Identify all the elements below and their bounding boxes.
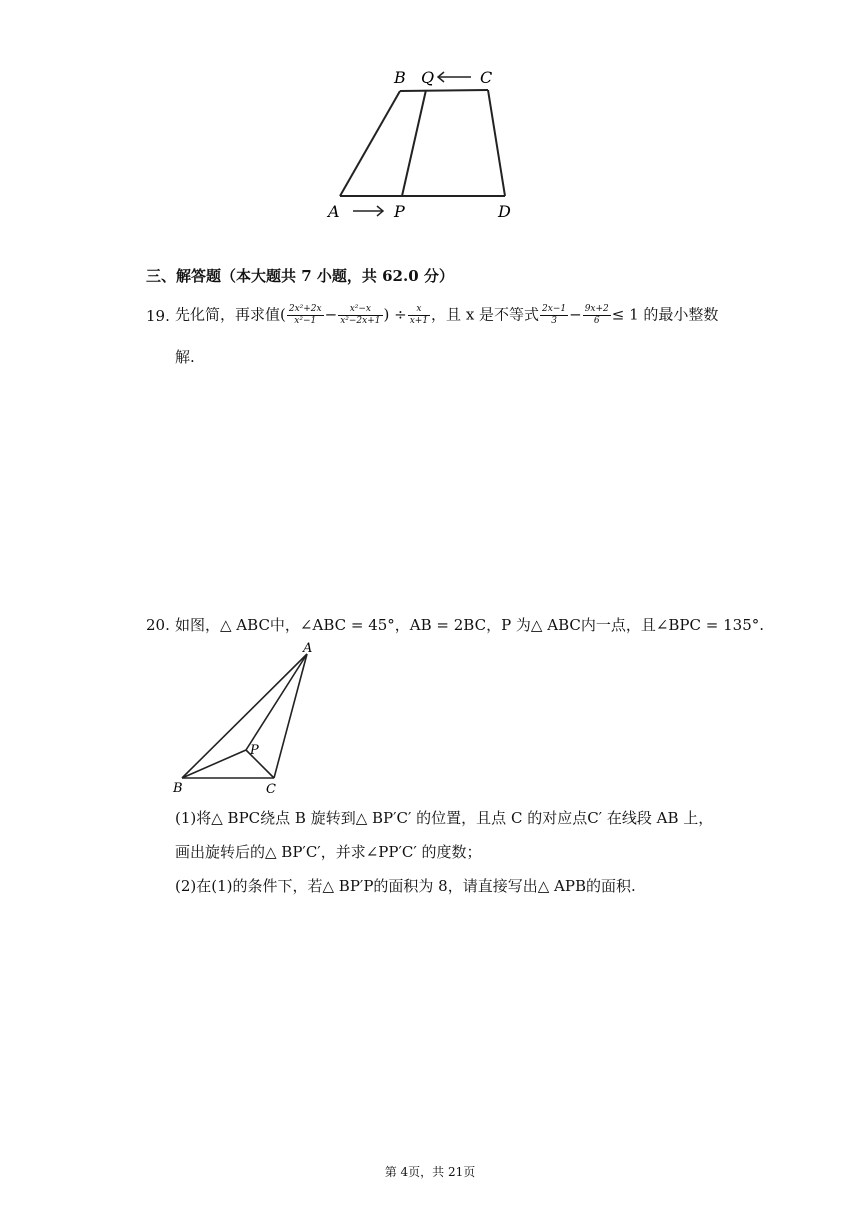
q19-fraction-4: $\frac{2x-1}{3}$ — [542, 304, 567, 326]
segment-PA — [246, 654, 307, 750]
label-C: C — [480, 68, 493, 87]
segment-AB — [182, 654, 307, 778]
segment-AC — [274, 654, 307, 778]
section-heading: 三、解答题（本大题共 7 小题，共 62.0 分） — [146, 267, 454, 285]
q19-text-a: 先化简，再求值( — [175, 305, 286, 324]
segment-BC — [400, 90, 488, 91]
label-B: B — [394, 68, 406, 87]
q19-text-b: ，且 x 是不等式 — [431, 305, 540, 324]
q19-minus-1: − — [324, 305, 338, 324]
q19-line2: 解. — [175, 348, 195, 366]
trapezoid-figure — [320, 60, 530, 225]
q20-part1-line2: 画出旋转后的△ BP′C′，并求∠PP′C′ 的度数； — [175, 843, 482, 861]
page-footer: 第 4页，共 21页 — [384, 1165, 476, 1179]
label-D: D — [498, 202, 511, 221]
label-P: P — [250, 743, 259, 758]
triangle-figure — [168, 638, 328, 798]
q19-fraction-1: $\frac{\text{2x²+2x}}{\text{x²−1}}$ — [288, 304, 322, 326]
q19-number: 19. — [146, 307, 170, 325]
label-C: C — [266, 782, 276, 797]
q20-line1: 如图，△ ABC中，∠ABC = 45°，AB = 2BC，P 为△ ABC内一点，且∠BPC = 135°. — [175, 616, 765, 634]
q19-divide: ) ÷ — [383, 305, 407, 324]
label-B: B — [173, 781, 183, 796]
q20-part1-line1: (1)将△ BPC绕点 B 旋转到△ BP′C′ 的位置，且点 C 的对应点C′ 在线段 AB 上， — [175, 809, 714, 827]
segment-AB — [340, 91, 400, 196]
label-A: A — [303, 641, 313, 656]
q19-fraction-3: $\frac{x}{x+1}$ — [409, 304, 429, 326]
label-A: A — [328, 202, 340, 221]
q19-line1 — [175, 304, 718, 327]
segment-PQ — [402, 90, 426, 196]
label-Q: Q — [421, 68, 435, 87]
label-P: P — [394, 202, 405, 221]
q19-fraction-5: $\frac{9x+2}{6}$ — [584, 304, 609, 326]
segment-PB — [182, 750, 246, 778]
q19-fraction-2: $\frac{\text{x²−x}}{\text{x²−2x+1}}$ — [340, 304, 381, 326]
q19-text-c: ≤ 1 的最小整数 — [611, 305, 719, 324]
segment-CD — [488, 90, 505, 196]
q20-part2: (2)在(1)的条件下，若△ BP′P的面积为 8，请直接写出△ APB的面积. — [175, 877, 636, 895]
q19-minus-2: − — [569, 305, 582, 324]
q20-number: 20. — [146, 616, 170, 634]
